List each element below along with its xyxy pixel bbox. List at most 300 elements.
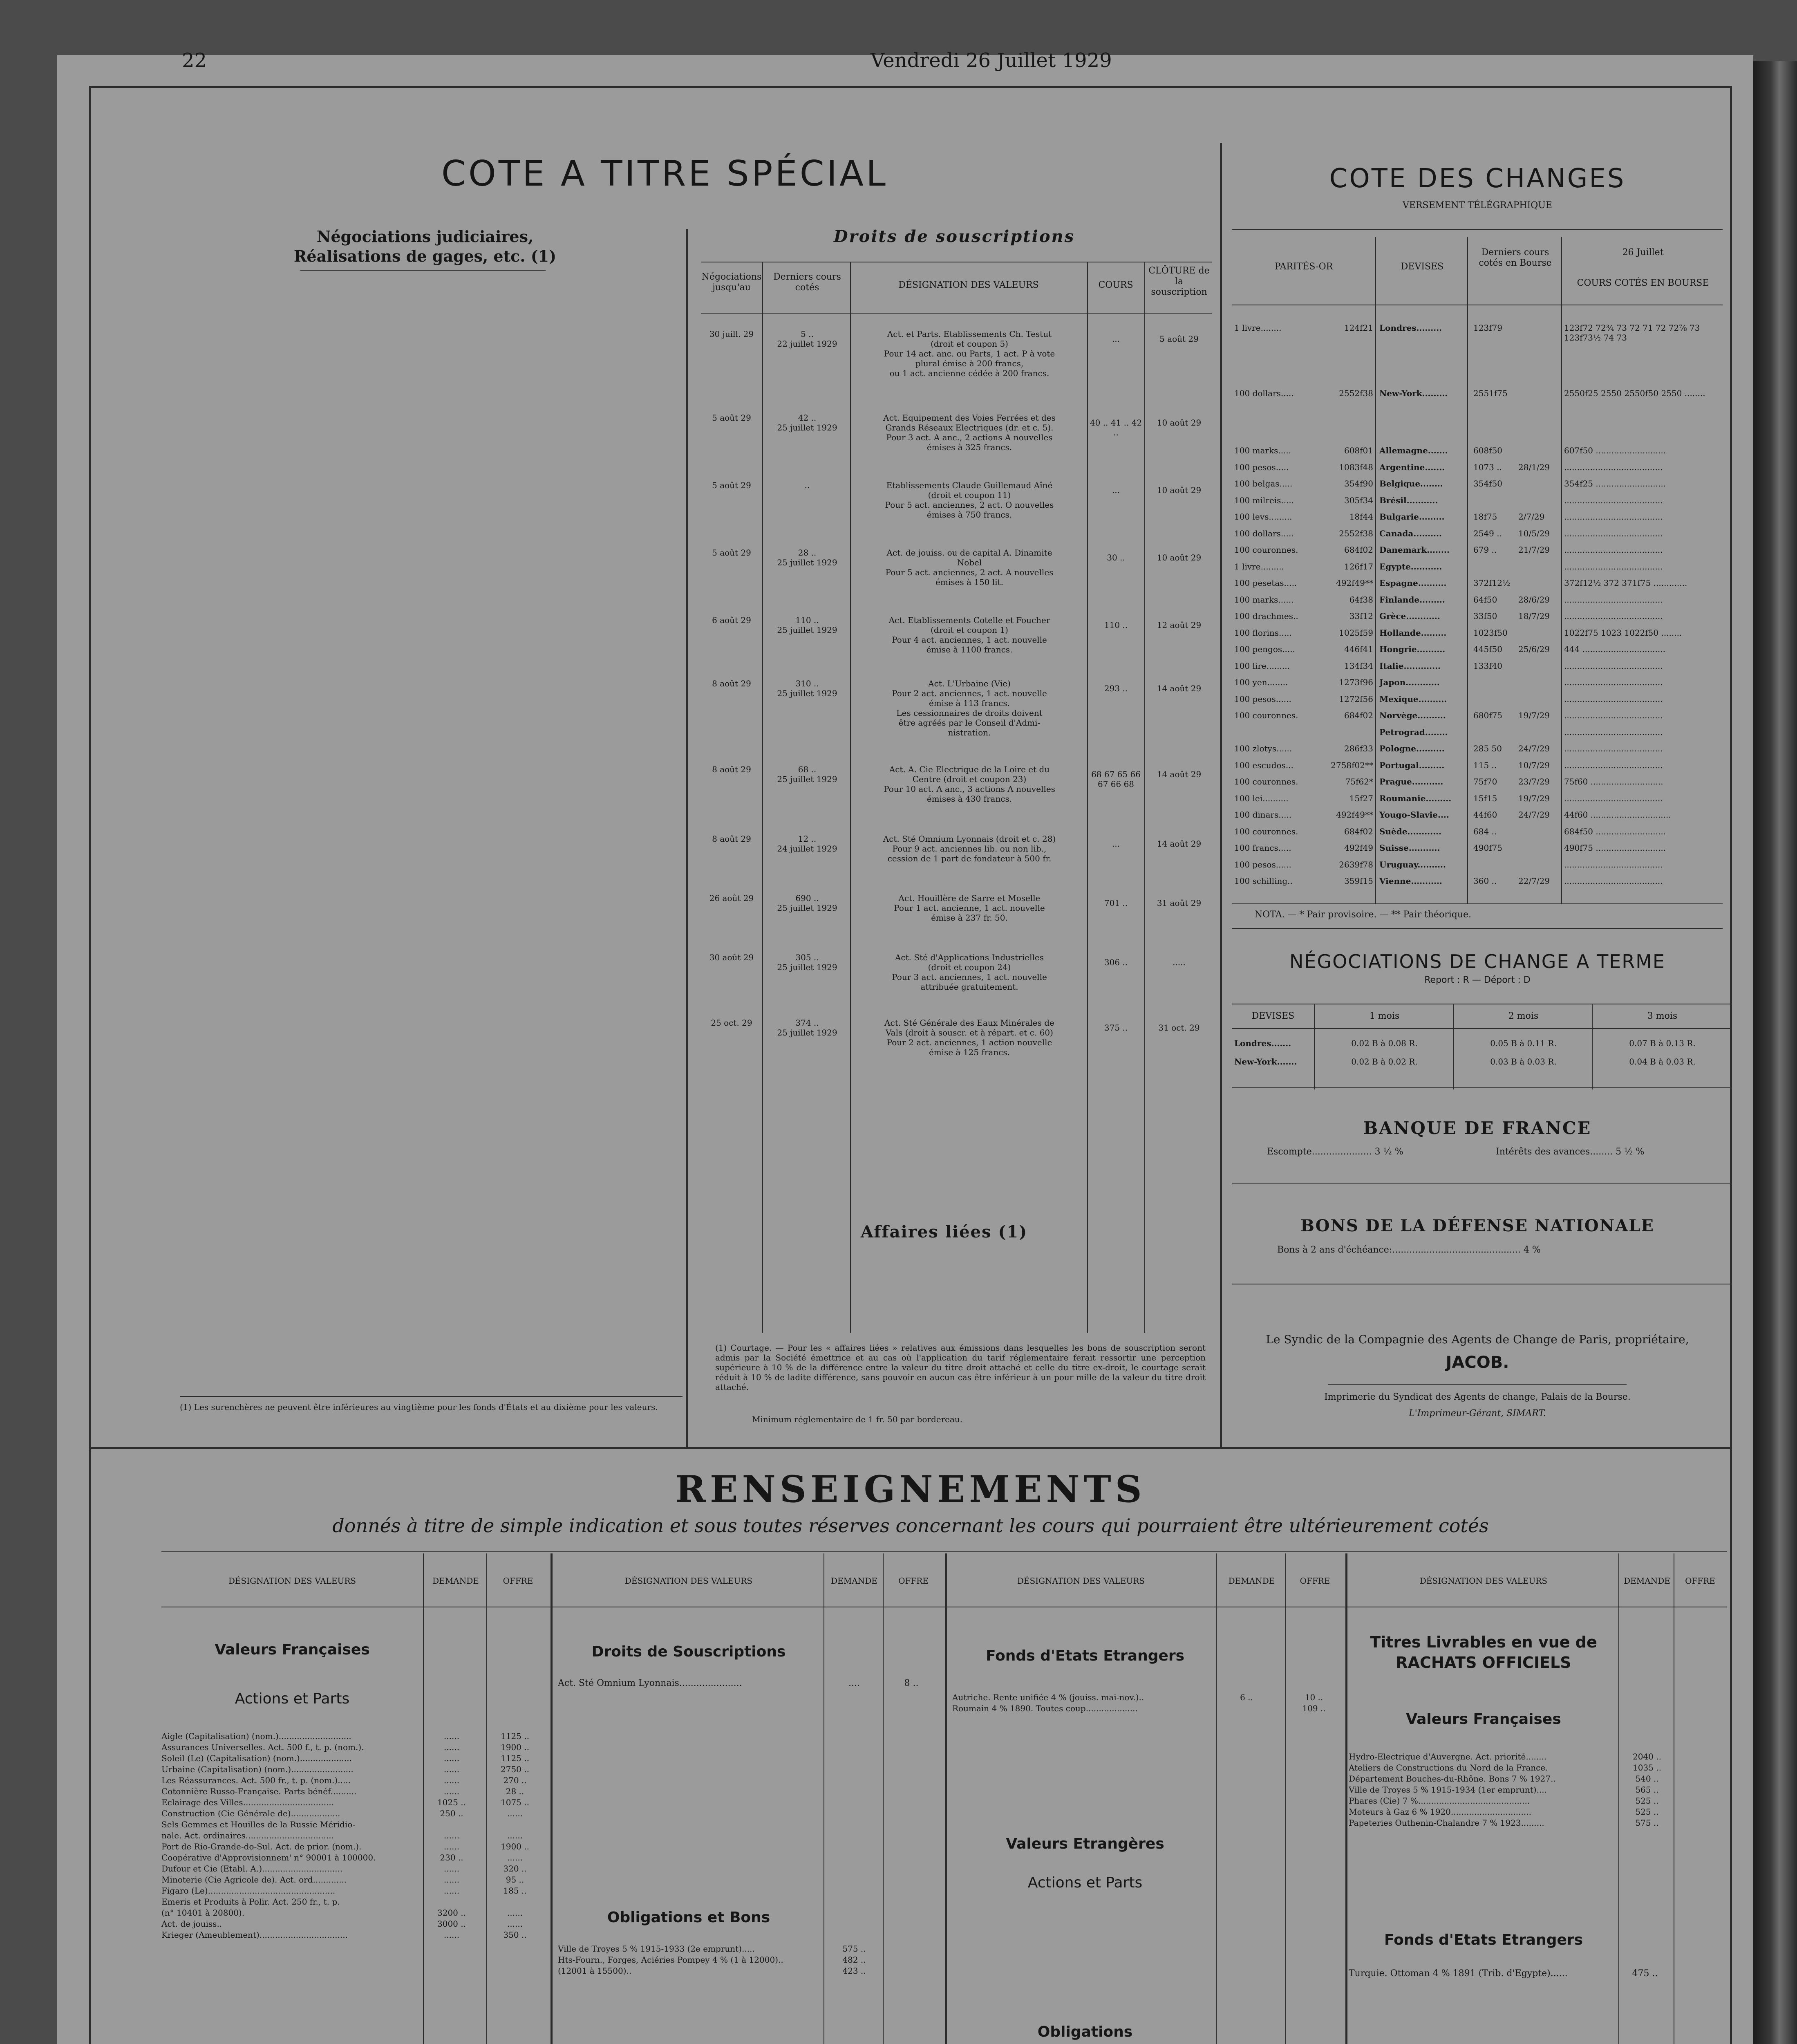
droits-row-designation: émise à 1100 francs.: [926, 645, 1013, 654]
changes-row-or: 684f02: [1344, 710, 1373, 720]
changes-row-cours: 75f60 ............................: [1564, 777, 1663, 787]
col-rule: [1467, 237, 1468, 903]
rule: [1232, 903, 1723, 904]
rule: [300, 270, 546, 271]
changes-row-last: 680f75: [1473, 710, 1503, 720]
changes-row-devise: Hollande.........: [1379, 628, 1447, 638]
changes-row-or: 18f44: [1349, 512, 1373, 522]
section-rule: [89, 1447, 1732, 1449]
droits-row-last: 690 ..: [795, 893, 819, 903]
rens-row-demande: 575 ..: [842, 1944, 866, 1954]
changes-title: COTE DES CHANGES: [1329, 164, 1626, 194]
changes-row-parite: 100 couronnes.: [1234, 826, 1298, 836]
changes-row-cours: 1022f75 1023 1022f50 ........: [1564, 628, 1682, 638]
changes-row-cours: ......................................: [1564, 495, 1663, 505]
rens-row-offre: 2750 ..: [501, 1764, 529, 1774]
changes-row-devise: Italie.............: [1379, 661, 1441, 671]
droits-row-designation: plural émise à 200 francs,: [915, 359, 1024, 368]
changes-row-parite: 1 livre........: [1234, 323, 1282, 333]
changes-row-devise: New-York.........: [1379, 388, 1448, 398]
changes-row-or: 608f01: [1344, 446, 1373, 455]
rens-col3-heading2: Valeurs Etrangères: [1006, 1836, 1164, 1852]
rens-col2-heading1: Droits de Souscriptions: [591, 1643, 786, 1660]
rens-row-demande: 540 ..: [1635, 1774, 1659, 1784]
droits-row-designation: Nobel: [957, 558, 982, 567]
changes-row-date: 19/7/29: [1518, 793, 1550, 803]
droits-row-designation: cession de 1 part de fondateur à 500 fr.: [887, 854, 1052, 863]
changes-row-parite: 100 dinars.....: [1234, 810, 1292, 820]
col-rule: [1087, 262, 1088, 1333]
rens-row-demande: ......: [443, 1775, 460, 1785]
droits-row-designation: (droit et coupon 11): [928, 490, 1011, 500]
droits-row-cours: 701 ..: [1104, 898, 1128, 908]
changes-row-parite: 100 pesos......: [1234, 694, 1291, 704]
droits-row-cours: 68 67 65 66 67 66 68: [1091, 769, 1141, 789]
changes-row-devise: Prague...........: [1379, 777, 1443, 787]
changes-row-date: 28/6/29: [1518, 594, 1550, 605]
droits-row-designation: (droit et coupon 24): [928, 962, 1011, 972]
rens-row-name: Ateliers de Constructions du Nord de la France.: [1349, 1763, 1548, 1773]
rens-row-name: Autriche. Rente unifiée 4 % (jouiss. mai-nov.)..: [952, 1692, 1144, 1702]
droits-row-date: 8 août 29: [712, 679, 751, 688]
changes-row-or: 684f02: [1344, 826, 1373, 836]
changes-row-parite: 100 zlotys......: [1234, 744, 1292, 753]
rens-header-designation: DÉSIGNATION DES VALEURS: [1419, 1576, 1548, 1586]
changes-row-last: 123f79: [1473, 323, 1503, 333]
droits-row-cloture: 5 août 29: [1159, 334, 1199, 344]
droits-row-designation: Pour 3 act. anciennes, 1 act. nouvelle: [892, 972, 1047, 982]
droits-row-designation: émise à 237 fr. 50.: [931, 913, 1008, 923]
col-rule: [1314, 1004, 1315, 1089]
col-divider: [1345, 1553, 1347, 2044]
changes-row-cours: ......................................: [1564, 677, 1663, 687]
col-header-negociations: Négociations jusqu'au: [701, 272, 762, 293]
rens-row-offre: ......: [507, 1908, 523, 1918]
changes-row-cours: ......................................: [1564, 611, 1663, 621]
droits-row-last: 5 ..: [801, 329, 814, 339]
droits-row-designation: émises à 325 francs.: [926, 442, 1012, 452]
droits-row-last: 374 ..: [795, 1018, 819, 1028]
droits-row-designation: (droit et coupon 1): [931, 625, 1008, 635]
terme-row-3mois: 0.04 B à 0.03 R.: [1629, 1057, 1696, 1067]
col-header-derniers: Derniers cours cotés en Bourse: [1479, 247, 1552, 268]
changes-row-parite: 100 couronnes.: [1234, 710, 1298, 720]
changes-row-parite: 100 milreis.....: [1234, 495, 1294, 505]
rens-col1-heading2: Actions et Parts: [235, 1690, 350, 1707]
col-divider: [945, 1553, 947, 2044]
rens-row-demande: ......: [443, 1930, 460, 1940]
changes-row-or: 359f15: [1344, 876, 1373, 886]
rens-header-offre: OFFRE: [898, 1576, 929, 1586]
droits-row-cours: ...: [1112, 839, 1120, 849]
changes-row-or: 15f27: [1349, 793, 1373, 803]
rens-row-name: Figaro (Le).................................................: [161, 1886, 336, 1896]
changes-row-devise: Bulgarie.........: [1379, 512, 1445, 522]
rens-row-name: Cotonnière Russo-Française. Parts bénéf..........: [161, 1786, 357, 1796]
changes-row-cours: ......................................: [1564, 876, 1663, 886]
rens-row-demande: 565 ..: [1635, 1785, 1659, 1795]
rule: [1232, 229, 1723, 230]
rens-col4-heading3: Fonds d'Etats Etrangers: [1384, 1932, 1583, 1948]
rens-header-offre: OFFRE: [503, 1576, 533, 1586]
col-header-derniers-cours: Derniers cours cotés: [773, 272, 841, 293]
droits-row-cours: 375 ..: [1104, 1023, 1128, 1033]
changes-row-parite: 100 schilling..: [1234, 876, 1293, 886]
rens-row-offre: ......: [507, 1831, 523, 1840]
rens-row-offre: 1900 ..: [501, 1842, 529, 1851]
rens-row-offre: 95 ..: [506, 1875, 524, 1885]
changes-row-last: 33f50: [1473, 611, 1497, 621]
rens-row-demande: 250 ..: [440, 1809, 463, 1818]
changes-row-or: 1083f48: [1339, 462, 1373, 472]
rens-col3-heading4: Obligations: [1037, 2024, 1133, 2040]
rens-row-name: Coopérative d'Approvisionnem' n° 90001 à 100000.: [161, 1853, 376, 1862]
changes-row-parite: 100 lei..........: [1234, 793, 1289, 803]
changes-table: [1232, 237, 1723, 932]
syndic-line3: L'Imprimeur-Gérant, SIMART.: [1409, 1408, 1546, 1419]
col-header-designation: DÉSIGNATION DES VALEURS: [898, 280, 1039, 290]
changes-row-cours: 44f60 ...............................: [1564, 810, 1671, 820]
rens-col3-heading3: Actions et Parts: [1027, 1874, 1143, 1891]
rens-row-name: Port de Rio-Grande-do-Sul. Act. de prior. (nom.).: [161, 1842, 362, 1851]
rens-row-demande: 3200 ..: [437, 1908, 466, 1918]
changes-row-last: 360 ..: [1473, 876, 1497, 886]
rule: [1232, 928, 1723, 929]
droits-row-cloture: 14 août 29: [1157, 839, 1202, 849]
changes-row-parite: 100 pesos.....: [1234, 462, 1289, 472]
rule: [1328, 1384, 1627, 1385]
droits-row-designation: Act. Etablissements Cotelle et Foucher: [888, 615, 1050, 625]
negociations-footnote: (1) Les surenchères ne peuvent être inférieures au vingtième pour les fonds d'États et au dixième pour les valeurs.: [180, 1402, 658, 1412]
rens-row-offre: 1125 ..: [501, 1731, 529, 1741]
droits-row-designation: Pour 9 act. anciennes lib. ou non lib.,: [892, 844, 1047, 854]
rens-row-name: Aigle (Capitalisation) (nom.)............................: [161, 1731, 351, 1741]
droits-row-designation: émise à 113 francs.: [929, 698, 1010, 708]
droits-row-designation: Les cessionnaires de droits doivent: [896, 708, 1043, 718]
col-header-cloture: CLÔTURE de la souscription: [1148, 266, 1210, 297]
changes-row-last: 679 ..: [1473, 545, 1497, 555]
droits-row-cours: 293 ..: [1104, 684, 1128, 693]
droits-row-last-date: 24 juillet 1929: [777, 844, 837, 854]
col-rule: [1561, 237, 1562, 903]
changes-row-last: 608f50: [1473, 446, 1503, 455]
droits-row-designation: Vals (droit à souscr. et à répart. et c. 60): [886, 1028, 1053, 1038]
changes-row-or: 492f49: [1344, 843, 1373, 853]
droits-row-cloture: .....: [1173, 957, 1186, 967]
rens-row-offre: 10 ..: [1305, 1692, 1323, 1702]
rens-col4-heading1b: RACHATS OFFICIELS: [1396, 1654, 1571, 1672]
rens-row-demande: ......: [443, 1764, 460, 1774]
rens-row-name: Construction (Cie Générale de)...................: [161, 1809, 340, 1818]
col-header-date: 26 Juillet: [1622, 247, 1664, 258]
changes-row-last: 285 50: [1473, 744, 1502, 753]
changes-row-parite: 100 lire.........: [1234, 661, 1290, 671]
changes-row-devise: Pologne..........: [1379, 744, 1445, 753]
changes-row-cours: ......................................: [1564, 793, 1663, 803]
terme-row-devise: New-York.......: [1234, 1057, 1297, 1067]
changes-row-or: 2552f38: [1339, 388, 1373, 398]
changes-row-parite: 100 escudos...: [1234, 760, 1293, 770]
droits-row-date: 5 août 29: [712, 480, 751, 490]
droits-table: [701, 262, 1212, 1333]
droits-row-designation: émise à 125 francs.: [929, 1047, 1010, 1057]
droits-row-last: 305 ..: [795, 953, 819, 962]
col-rule: [1453, 1004, 1454, 1089]
rens-col4-turquie-name: Turquie. Ottoman 4 % 1891 (Trib. d'Egypte)......: [1349, 1968, 1568, 1979]
affaires-liees-title: Affaires liées (1): [860, 1222, 1028, 1242]
changes-row-parite: 100 marks......: [1234, 594, 1294, 605]
droits-row-last-date: 25 juillet 1929: [777, 688, 837, 698]
rens-row-demande: ......: [443, 1742, 460, 1752]
rens-row-demande: 525 ..: [1635, 1796, 1659, 1806]
section-divider: [1220, 143, 1222, 1447]
changes-row-cours: 372f12½ 372 371f75 .............: [1564, 578, 1687, 588]
droits-row-designation: émises à 430 francs.: [926, 794, 1012, 804]
rens-row-offre: 270 ..: [503, 1775, 527, 1785]
changes-row-devise: Suède............: [1379, 826, 1441, 836]
rens-header-demande: DEMANDE: [1228, 1576, 1275, 1586]
changes-row-devise: Egypte...........: [1379, 561, 1442, 572]
rens-row-name: Eclairage des Villes...................................: [161, 1797, 334, 1807]
changes-row-date: 19/7/29: [1518, 710, 1550, 720]
changes-row-parite: 100 pesos......: [1234, 859, 1291, 870]
droits-row-designation: Etablissements Claude Guillemaud Aîné: [886, 480, 1053, 490]
column-divider: [686, 229, 688, 1447]
rens-row-demande: 575 ..: [1635, 1818, 1659, 1828]
changes-row-parite: 100 dollars.....: [1234, 388, 1294, 398]
changes-row-parite: 100 florins.....: [1234, 628, 1292, 638]
droits-row-designation: nistration.: [948, 728, 991, 737]
col-rule: [1144, 262, 1145, 1333]
droits-row-designation: Act. A. Cie Electrique de la Loire et du: [889, 764, 1050, 774]
changes-row-last: 684 ..: [1473, 826, 1497, 836]
changes-row-parite: 100 levs.........: [1234, 512, 1292, 522]
col-divider: [551, 1553, 553, 2044]
renseignements-subtitle: donnés à titre de simple indication et sous toutes réserves concernant les cours qui pourraient être ultérieurement cotés: [332, 1515, 1489, 1537]
droits-row-designation: Centre (droit et coupon 23): [912, 774, 1027, 784]
changes-row-last: 490f75: [1473, 843, 1503, 853]
droits-row-last-date: 25 juillet 1929: [777, 962, 837, 972]
droits-row-cloture: 10 août 29: [1157, 418, 1202, 428]
page-spine: [1753, 61, 1797, 2044]
changes-row-date: 10/5/29: [1518, 528, 1550, 538]
rens-row-demande: 423 ..: [842, 1966, 866, 1976]
changes-row-cours: 607f50 ...........................: [1564, 446, 1666, 455]
changes-row-last: 64f50: [1473, 594, 1497, 605]
changes-row-date: 2/7/29: [1518, 512, 1545, 522]
rens-col4-heading2: Valeurs Françaises: [1406, 1711, 1561, 1728]
rens-row-name: Minoterie (Cie Agricole de). Act. ord.............: [161, 1875, 347, 1885]
droits-row-designation: Act. Houillère de Sarre et Moselle: [898, 893, 1041, 903]
rens-row-demande: 1025 ..: [437, 1797, 466, 1807]
rens-row-demande: ......: [443, 1875, 460, 1885]
rens-row-name: Ville de Troyes 5 % 1915-1934 (1er emprunt)....: [1349, 1785, 1547, 1795]
terme-header-devises: DEVISES: [1251, 1011, 1295, 1021]
droits-row-date: 8 août 29: [712, 834, 751, 844]
droits-row-cloture: 10 août 29: [1157, 553, 1202, 563]
droits-row-designation: Pour 10 act. A anc., 3 actions A nouvelles: [884, 784, 1055, 794]
rens-col2-heading2: Obligations et Bons: [607, 1909, 770, 1926]
changes-row-cours: 2550f25 2550 2550f50 2550 ........: [1564, 388, 1705, 398]
changes-row-date: 24/7/29: [1518, 810, 1550, 820]
changes-row-or: 2639f78: [1339, 859, 1373, 870]
rens-header-designation: DÉSIGNATION DES VALEURS: [624, 1576, 753, 1586]
cote-special-title: COTE A TITRE SPÉCIAL: [441, 153, 888, 194]
droits-row-last: 68 ..: [798, 764, 817, 774]
changes-row-devise: Grèce............: [1379, 611, 1440, 621]
changes-row-or: 124f21: [1344, 323, 1373, 333]
changes-row-parite: 100 belgas.....: [1234, 479, 1293, 489]
droits-row-designation: être agréés par le Conseil d'Admi-: [898, 718, 1041, 728]
changes-row-parite: 100 pengos.....: [1234, 644, 1295, 654]
changes-row-or: 286f33: [1344, 744, 1373, 753]
rens-row-demande: ......: [443, 1753, 460, 1763]
changes-row-parite: 100 couronnes.: [1234, 545, 1298, 555]
col-header-parites: PARITÉS-OR: [1274, 262, 1333, 272]
changes-row-devise: Espagne..........: [1379, 578, 1447, 588]
changes-row-or: 684f02: [1344, 545, 1373, 555]
droits-row-last-date: 25 juillet 1929: [777, 1028, 837, 1038]
col-rule: [1285, 1553, 1286, 2044]
changes-row-devise: Japon............: [1379, 677, 1440, 687]
rens-row-name: Soleil (Le) (Capitalisation) (nom.)....................: [161, 1753, 352, 1763]
droits-row-cloture: 31 août 29: [1157, 898, 1202, 908]
changes-row-devise: Mexique..........: [1379, 694, 1447, 704]
col-header-cours: COURS: [1098, 280, 1133, 290]
changes-row-cours: ......................................: [1564, 760, 1663, 770]
changes-row-devise: Canada..........: [1379, 528, 1442, 538]
droits-row-designation: émises à 150 lit.: [935, 577, 1003, 587]
rens-col2-row1-name: Act. Sté Omnium Lyonnais......................: [558, 1678, 742, 1688]
droits-row-last-date: 25 juillet 1929: [777, 625, 837, 635]
droits-row-last: 12 ..: [798, 834, 817, 844]
changes-row-last: 2551f75: [1473, 388, 1508, 398]
rens-row-demande: 3000 ..: [437, 1919, 466, 1929]
changes-row-cours: ......................................: [1564, 661, 1663, 671]
rens-row-offre: ......: [507, 1853, 523, 1862]
changes-row-date: 18/7/29: [1518, 611, 1550, 621]
changes-row-or: 134f34: [1344, 661, 1373, 671]
rens-col1-heading1: Valeurs Françaises: [215, 1641, 370, 1658]
rens-col4-heading1: Titres Livrables en vue de: [1370, 1633, 1597, 1651]
changes-row-last: 2549 ..: [1473, 528, 1502, 538]
droits-row-designation: Pour 5 act. anciennes, 2 act. A nouvelles: [885, 567, 1054, 577]
rens-col2-row1-offre: 8 ..: [904, 1678, 919, 1688]
changes-row-cours: ......................................: [1564, 744, 1663, 753]
changes-row-date: 21/7/29: [1518, 545, 1550, 555]
changes-row-cours: ......................................: [1564, 727, 1663, 737]
droits-row-last-date: 25 juillet 1929: [777, 558, 837, 567]
droits-row-cloture: 10 août 29: [1157, 485, 1202, 495]
rens-row-offre: 185 ..: [503, 1886, 527, 1896]
changes-row-or: 2552f38: [1339, 528, 1373, 538]
defense-title: BONS DE LA DÉFENSE NATIONALE: [1300, 1216, 1654, 1235]
rens-row-demande: 525 ..: [1635, 1807, 1659, 1817]
terme-row-2mois: 0.05 B à 0.11 R.: [1490, 1038, 1557, 1048]
changes-row-last: 1073 ..: [1473, 462, 1502, 472]
droits-row-designation: Act. Sté Omnium Lyonnais (droit et c. 28): [883, 834, 1056, 844]
changes-row-devise: Vienne...........: [1379, 876, 1442, 886]
rens-row-name: Roumain 4 % 1890. Toutes coup....................: [952, 1703, 1138, 1713]
changes-row-devise: Londres.........: [1379, 323, 1442, 333]
droits-row-designation: Pour 5 act. anciennes, 2 act. O nouvelles: [885, 500, 1054, 510]
rens-row-name: Dufour et Cie (Etabl. A.)...............................: [161, 1864, 343, 1874]
changes-row-cours: 123f72 72¾ 73 72 71 72 72⅞ 73 123f73½ 74 73: [1564, 323, 1700, 343]
droits-row-cloture: 12 août 29: [1157, 620, 1202, 630]
rens-row-name: Moteurs à Gaz 6 % 1920...............................: [1349, 1807, 1531, 1817]
col-rule: [762, 262, 763, 1333]
droits-row-designation: Pour 3 act. A anc., 2 actions A nouvelles: [886, 433, 1053, 442]
changes-row-or: 126f17: [1344, 561, 1373, 572]
rens-header-designation: DÉSIGNATION DES VALEURS: [1017, 1576, 1145, 1586]
terme-title: NÉGOCIATIONS DE CHANGE A TERME: [1289, 950, 1665, 973]
changes-row-date: 28/1/29: [1518, 462, 1550, 472]
changes-row-parite: 100 couronnes.: [1234, 777, 1298, 787]
droits-row-date: 5 août 29: [712, 548, 751, 558]
changes-row-devise: Yougo-Slavie....: [1379, 810, 1449, 820]
changes-row-cours: ......................................: [1564, 710, 1663, 720]
changes-row-last: 75f70: [1473, 777, 1497, 787]
terme-subtitle: Report : R — Déport : D: [1424, 975, 1531, 985]
rens-row-demande: ......: [443, 1786, 460, 1796]
droits-row-date: 30 août 29: [709, 953, 754, 962]
droits-row-date: 6 août 29: [712, 615, 751, 625]
changes-row-last: 133f40: [1473, 661, 1503, 671]
rens-row-name: Urbaine (Capitalisation) (nom.)........................: [161, 1764, 354, 1774]
rens-row-name: Les Réassurances. Act. 500 fr., t. p. (nom.).....: [161, 1775, 351, 1785]
rens-row-demande: ......: [443, 1842, 460, 1851]
droits-row-cours: 30 ..: [1107, 553, 1125, 563]
changes-row-or: 1272f56: [1339, 694, 1373, 704]
changes-row-devise: Finlande.........: [1379, 594, 1445, 605]
changes-row-devise: Argentine.......: [1379, 462, 1445, 472]
changes-row-or: 75f62*: [1345, 777, 1373, 787]
col-rule: [423, 1553, 424, 2044]
changes-row-cours: ......................................: [1564, 462, 1663, 472]
negociations-title-1: Négociations judiciaires,: [316, 227, 534, 246]
rens-row-offre: 350 ..: [503, 1930, 527, 1940]
droits-row-designation: Act. Equipement des Voies Ferrées et des: [883, 413, 1056, 423]
terme-row-1mois: 0.02 B à 0.02 R.: [1351, 1057, 1418, 1067]
changes-row-parite: 100 francs.....: [1234, 843, 1291, 853]
terme-row-2mois: 0.03 B à 0.03 R.: [1490, 1057, 1557, 1067]
changes-row-parite: 100 dollars.....: [1234, 528, 1294, 538]
terme-row-1mois: 0.02 B à 0.08 R.: [1351, 1038, 1418, 1048]
negociations-title-2: Réalisations de gages, etc. (1): [293, 247, 557, 265]
rens-row-name: Département Bouches-du-Rhône. Bons 7 % 1927..: [1349, 1774, 1556, 1784]
col-rule: [883, 1553, 884, 2044]
droits-row-last-date: 22 juillet 1929: [777, 339, 837, 349]
changes-row-parite: 1 livre.........: [1234, 561, 1284, 572]
changes-row-or: 492f49**: [1336, 810, 1373, 820]
changes-row-last: 15f15: [1473, 793, 1497, 803]
renseignements-title: RENSEIGNEMENTS: [675, 1468, 1146, 1511]
rens-row-name: Hts-Fourn., Forges, Aciéries Pompey 4 % (1 à 12000)..: [558, 1955, 783, 1965]
col-rule: [850, 262, 851, 1333]
changes-row-or: 354f90: [1344, 479, 1373, 489]
droits-row-cours: 306 ..: [1104, 957, 1128, 967]
droits-row-cours: 110 ..: [1104, 620, 1128, 630]
rens-row-name: (12001 à 15500)..: [558, 1966, 632, 1976]
banque-escompte: Escompte..................... 3 ½ %: [1267, 1147, 1403, 1157]
rens-row-demande: ......: [443, 1731, 460, 1741]
changes-row-cours: 684f50 ...........................: [1564, 826, 1666, 836]
changes-row-cours: ......................................: [1564, 528, 1663, 538]
rens-row-demande: 2040 ..: [1633, 1752, 1661, 1762]
droits-row-designation: Pour 2 act. anciennes, 1 act. nouvelle: [892, 688, 1047, 698]
terme-row-devise: Londres.......: [1234, 1038, 1291, 1048]
rens-row-offre: 28 ..: [506, 1786, 524, 1796]
